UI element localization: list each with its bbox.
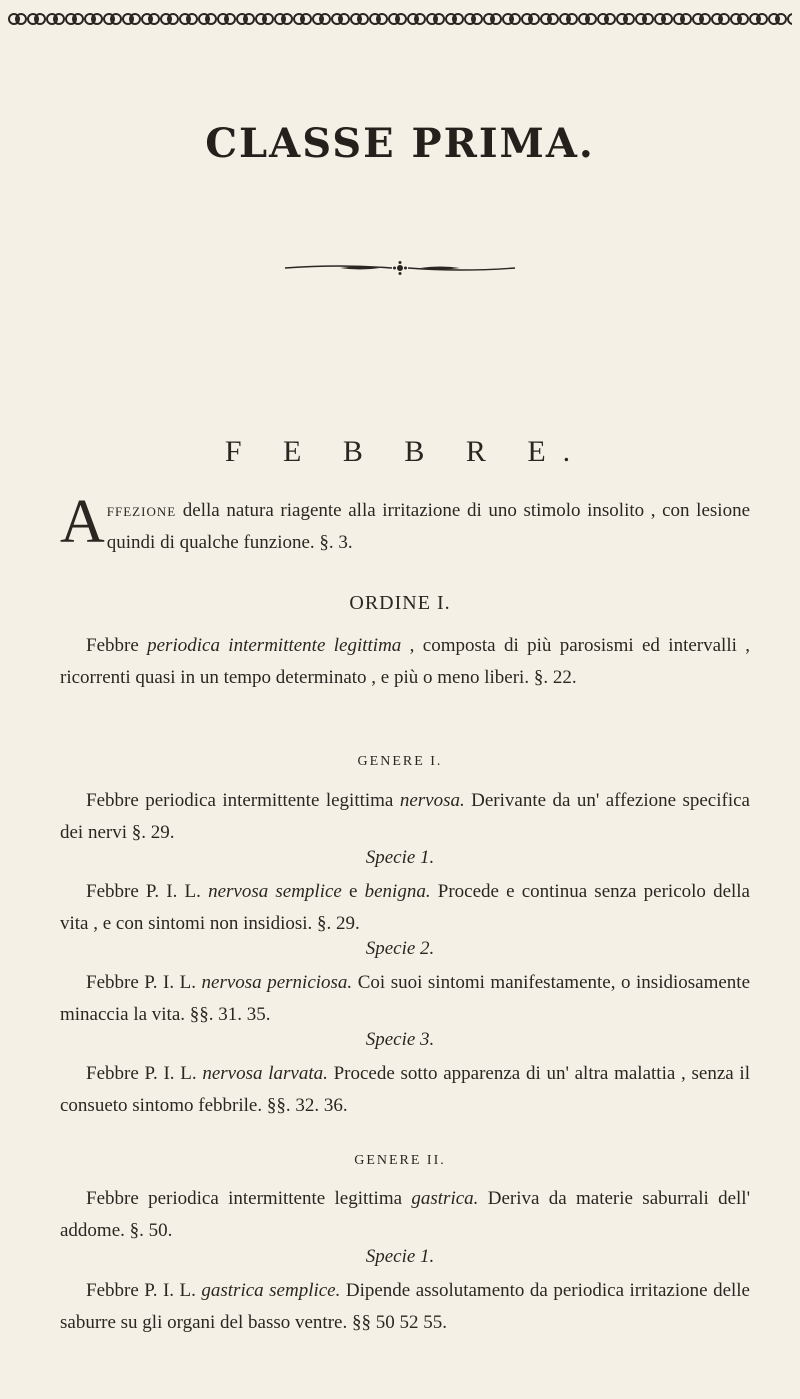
species-text-pre: Febbre P. I. L. (86, 1280, 202, 1301)
intro-paragraph (60, 488, 750, 559)
species-text-emphasis: nervosa larvata. (202, 1063, 328, 1084)
species-text-pre: Febbre P. I. L. (86, 972, 202, 993)
genus-1-species-2-paragraph (60, 967, 750, 1031)
genus-1-paragraph (60, 785, 750, 849)
genus-2-species-1-heading: Specie 1. (365, 1246, 435, 1267)
order-text-emphasis: periodica intermittente legittima (147, 635, 402, 656)
genus-2-text-emphasis: gastrica. (411, 1188, 479, 1209)
genus-1-text-emphasis: nervosa. (399, 790, 465, 811)
ornament-band (8, 8, 792, 30)
genus-1-heading: GENERE I. (357, 754, 443, 769)
genus-1-species-1-heading: Specie 1. (365, 847, 435, 868)
order-text-pre: Febbre (86, 635, 148, 656)
genus-2-paragraph (60, 1183, 750, 1247)
order-heading: ORDINE I. (349, 592, 451, 614)
order-paragraph (60, 630, 750, 694)
intro-text: della natura riagente alla irritazione di uno stimolo insolito , con lesione quindi di qualche funzione. §. 3. (106, 500, 750, 553)
species-text-post: Procede e continua senza pericolo della vita , e con sintomi non insidiosi. §. 29. (60, 881, 750, 934)
species-text-emphasis: nervosa semplice (208, 881, 342, 902)
species-text-pre: Febbre P. I. L. (86, 1063, 203, 1084)
genus-1-text-post: Derivante da un' affezione specifica dei nervi §. 29. (60, 790, 750, 843)
species-text-pre: Febbre P. I. L. (86, 881, 209, 902)
intro-lead-word: ffezione (106, 500, 177, 521)
class-heading: CLASSE PRIMA. (205, 120, 595, 167)
species-text-emphasis-2: benigna. (364, 881, 431, 902)
species-text-post: Dipende assolutamento da periodica irritazione delle saburre su gli organi del basso ventre. §§ 50 52 55. (60, 1280, 750, 1333)
species-text-mid: e (341, 881, 365, 902)
genus-2-species-1-paragraph (60, 1275, 750, 1339)
genus-1-species-3-paragraph (60, 1058, 750, 1122)
genus-2-text-post: Deriva da materie saburrali dell' addome. §. 50. (60, 1188, 751, 1241)
genus-1-species-1-paragraph (60, 876, 750, 940)
species-text-emphasis: nervosa perniciosa. (201, 972, 353, 993)
divider-ornament (280, 260, 520, 276)
main-title: F E B B R E. (224, 435, 588, 468)
ornament-band-pattern (8, 8, 792, 30)
species-text-emphasis: gastrica semplice. (201, 1280, 341, 1301)
genus-2-heading: GENERE II. (354, 1153, 446, 1168)
genus-1-text-pre: Febbre periodica intermittente legittima (86, 790, 400, 811)
genus-1-species-3-heading: Specie 3. (365, 1029, 435, 1050)
genus-2-text-pre: Febbre periodica intermittente legittima (86, 1188, 412, 1209)
drop-cap: A (60, 488, 105, 556)
species-text-post: Coi suoi sintomi manifestamente, o insidiosamente minaccia la vita. §§. 31. 35. (60, 972, 751, 1025)
genus-1-species-2-heading: Specie 2. (365, 938, 435, 959)
order-text-post: , composta di più parosismi ed intervalli , ricorrenti quasi in un tempo determinato , e più o meno liberi. §. 22. (60, 635, 750, 688)
species-text-post: Procede sotto apparenza di un' altra malattia , senza il consueto sintomo febbrile. §§. 32. 36. (60, 1063, 750, 1116)
